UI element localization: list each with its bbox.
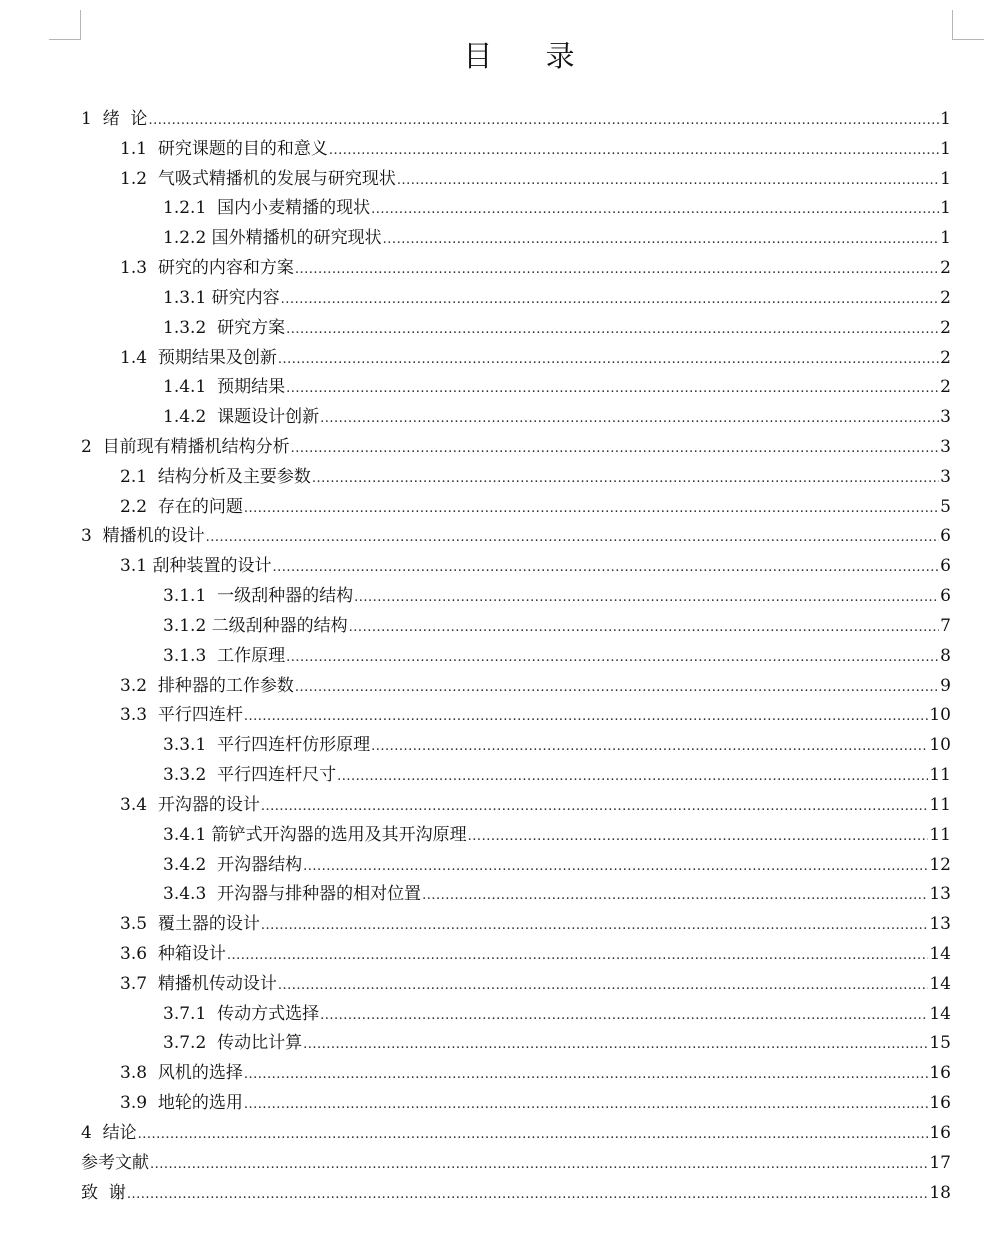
toc-entry[interactable] (120, 551, 951, 581)
dot-leader (148, 104, 939, 134)
toc-entry-page-number: 1 (940, 139, 951, 159)
toc-entry-page-number: 10 (929, 705, 951, 725)
dot-leader (127, 1178, 929, 1208)
toc-entry[interactable] (81, 1178, 951, 1208)
toc-entry[interactable] (120, 790, 951, 820)
dot-leader (295, 253, 939, 283)
dot-leader (303, 850, 928, 880)
toc-entry[interactable] (163, 193, 951, 223)
toc-entry-label: 3.5 覆土器的设计 (120, 914, 260, 934)
toc-entry-page-number: 6 (940, 586, 951, 606)
toc-entry[interactable] (163, 850, 951, 880)
toc-entry[interactable] (120, 343, 951, 373)
dot-leader (272, 551, 939, 581)
toc-entry[interactable] (120, 700, 951, 730)
toc-entry-label: 3.7.2 传动比计算 (163, 1033, 303, 1053)
toc-entry-page-number: 14 (929, 944, 951, 964)
toc-entry-label: 1.4 预期结果及创新 (120, 348, 277, 368)
dot-leader (278, 969, 929, 999)
toc-entry[interactable] (163, 999, 951, 1029)
toc-entry[interactable] (81, 1148, 951, 1178)
toc-entry-label: 1.4.1 预期结果 (163, 377, 286, 397)
dot-leader (349, 611, 940, 641)
toc-entry[interactable] (120, 969, 951, 999)
toc-entry-page-number: 2 (940, 258, 951, 278)
toc-entry-label: 3.4.2 开沟器结构 (163, 855, 303, 875)
toc-entry-label: 1.3.2 研究方案 (163, 318, 286, 338)
toc-entry-label: 3.3.2 平行四连杆尺寸 (163, 765, 337, 785)
toc-entry-label: 3.7.1 传动方式选择 (163, 1004, 320, 1024)
dot-leader (320, 999, 928, 1029)
dot-leader (286, 372, 939, 402)
dot-leader (312, 462, 939, 492)
dot-leader (320, 402, 939, 432)
toc-entry-page-number: 3 (940, 437, 951, 457)
dot-leader (291, 432, 940, 462)
toc-entry[interactable] (81, 432, 951, 462)
toc-entry-page-number: 1 (940, 169, 951, 189)
toc-entry-page-number: 11 (929, 765, 951, 785)
toc-entry-label: 3.4 开沟器的设计 (120, 795, 260, 815)
toc-entry[interactable] (163, 641, 951, 671)
dot-leader (337, 760, 928, 790)
toc-entry-label: 3.7 精播机传动设计 (120, 974, 277, 994)
dot-leader (138, 1118, 929, 1148)
dot-leader (206, 521, 940, 551)
toc-entry-page-number: 11 (929, 825, 951, 845)
toc-entry[interactable] (120, 164, 951, 194)
toc-entry-label: 致 谢 (81, 1183, 126, 1203)
toc-entry-page-number: 16 (929, 1123, 951, 1143)
toc-entry-page-number: 2 (940, 288, 951, 308)
toc-entry-page-number: 15 (929, 1033, 951, 1053)
toc-entry-page-number: 2 (940, 318, 951, 338)
toc-entry-page-number: 11 (929, 795, 951, 815)
page-title: 目 录 (463, 39, 597, 73)
toc-entry-page-number: 1 (940, 228, 951, 248)
toc-entry[interactable] (163, 820, 951, 850)
toc-entry-label: 参考文献 (81, 1153, 149, 1173)
dot-leader (371, 730, 928, 760)
toc-entry-page-number: 9 (940, 676, 951, 696)
toc-entry-page-number: 14 (929, 974, 951, 994)
toc-entry-label: 1.3 研究的内容和方案 (120, 258, 294, 278)
dot-leader (354, 581, 939, 611)
toc-entry[interactable] (163, 283, 951, 313)
toc-entry-page-number: 16 (929, 1093, 951, 1113)
toc-entry[interactable] (120, 671, 951, 701)
toc-entry-page-number: 13 (929, 914, 951, 934)
toc-entry-label: 3.1.2 二级刮种器的结构 (163, 616, 348, 636)
toc-entry-page-number: 2 (940, 348, 951, 368)
dot-leader (150, 1148, 928, 1178)
toc-entry[interactable] (163, 1028, 951, 1058)
toc-entry-page-number: 3 (940, 467, 951, 487)
toc-entry-label: 3.6 种箱设计 (120, 944, 226, 964)
toc-entry-page-number: 1 (940, 109, 951, 129)
toc-entry-label: 3.4.3 开沟器与排种器的相对位置 (163, 884, 422, 904)
dot-leader (278, 343, 939, 373)
toc-entry[interactable] (163, 730, 951, 760)
toc-entry[interactable] (163, 313, 951, 343)
toc-entry[interactable] (81, 521, 951, 551)
toc-entry-label: 1.2.1 国内小麦精播的现状 (163, 198, 371, 218)
toc-entry-label: 1.2 气吸式精播机的发展与研究现状 (120, 169, 396, 189)
toc-entry-page-number: 5 (940, 497, 951, 517)
toc-entry[interactable] (120, 462, 951, 492)
dot-leader (329, 134, 939, 164)
toc-entry[interactable] (120, 492, 951, 522)
dot-leader (422, 879, 928, 909)
toc-entry-label: 2.1 结构分析及主要参数 (120, 467, 311, 487)
dot-leader (227, 939, 929, 969)
toc-entry-page-number: 10 (929, 735, 951, 755)
toc-entry-label: 1.4.2 课题设计创新 (163, 407, 320, 427)
toc-entry-label: 1.2.2 国外精播机的研究现状 (163, 228, 382, 248)
toc-entry[interactable] (163, 879, 951, 909)
toc-entry-label: 3.1.3 工作原理 (163, 646, 286, 666)
toc-entry-page-number: 6 (940, 556, 951, 576)
dot-leader (261, 909, 929, 939)
dot-leader (383, 223, 940, 253)
dot-leader (303, 1028, 928, 1058)
toc-entry-page-number: 3 (940, 407, 951, 427)
toc-entry-page-number: 16 (929, 1063, 951, 1083)
toc-entry-label: 3.1 刮种装置的设计 (120, 556, 272, 576)
toc-entry[interactable] (120, 1058, 951, 1088)
toc-entry-page-number: 13 (929, 884, 951, 904)
dot-leader (244, 1088, 929, 1118)
toc-entry[interactable] (120, 134, 951, 164)
toc-entry[interactable] (120, 909, 951, 939)
toc-entry-page-number: 14 (929, 1004, 951, 1024)
dot-leader (286, 313, 939, 343)
dot-leader (295, 671, 939, 701)
toc-entry-label: 4 结论 (81, 1123, 137, 1143)
toc-entry-page-number: 1 (940, 198, 951, 218)
toc-entry[interactable] (163, 760, 951, 790)
dot-leader (244, 492, 939, 522)
toc-entry[interactable] (163, 611, 951, 641)
toc-entry-label: 3.3.1 平行四连杆仿形原理 (163, 735, 371, 755)
toc-entry-label: 3.4.1 箭铲式开沟器的选用及其开沟原理 (163, 825, 467, 845)
toc-entry-label: 3.2 排种器的工作参数 (120, 676, 294, 696)
dot-leader (244, 1058, 929, 1088)
toc-entry[interactable] (81, 1118, 951, 1148)
dot-leader (286, 641, 939, 671)
toc-entry[interactable] (163, 372, 951, 402)
toc-entry-label: 3.8 风机的选择 (120, 1063, 243, 1083)
toc-entry[interactable] (163, 581, 951, 611)
toc-entry[interactable] (163, 402, 951, 432)
toc-entry-label: 2.2 存在的问题 (120, 497, 243, 517)
toc-entry-label: 1 绪 论 (81, 109, 148, 129)
dot-leader (281, 283, 940, 313)
toc-entry[interactable] (163, 223, 951, 253)
dot-leader (468, 820, 929, 850)
toc-entry-page-number: 6 (940, 526, 951, 546)
toc-entry-page-number: 8 (940, 646, 951, 666)
toc-entry-label: 3.1.1 一级刮种器的结构 (163, 586, 354, 606)
toc-entry-label: 1.1 研究课题的目的和意义 (120, 139, 328, 159)
dot-leader (397, 164, 939, 194)
toc-entry-label: 3 精播机的设计 (81, 526, 205, 546)
toc-entry-page-number: 12 (929, 855, 951, 875)
toc-entry[interactable] (120, 1088, 951, 1118)
toc-entry[interactable] (81, 104, 951, 134)
toc-entry-page-number: 2 (940, 377, 951, 397)
toc-entry-label: 2 目前现有精播机结构分析 (81, 437, 290, 457)
dot-leader (371, 193, 939, 223)
toc-entry-label: 1.3.1 研究内容 (163, 288, 280, 308)
dot-leader (244, 700, 929, 730)
toc-entry-label: 3.9 地轮的选用 (120, 1093, 243, 1113)
toc-entry-page-number: 17 (929, 1153, 951, 1173)
toc-entry[interactable] (120, 253, 951, 283)
toc-entry-page-number: 7 (940, 616, 951, 636)
toc-entry-page-number: 18 (929, 1183, 951, 1203)
dot-leader (261, 790, 929, 820)
toc-entry[interactable] (120, 939, 951, 969)
toc-entry-label: 3.3 平行四连杆 (120, 705, 243, 725)
